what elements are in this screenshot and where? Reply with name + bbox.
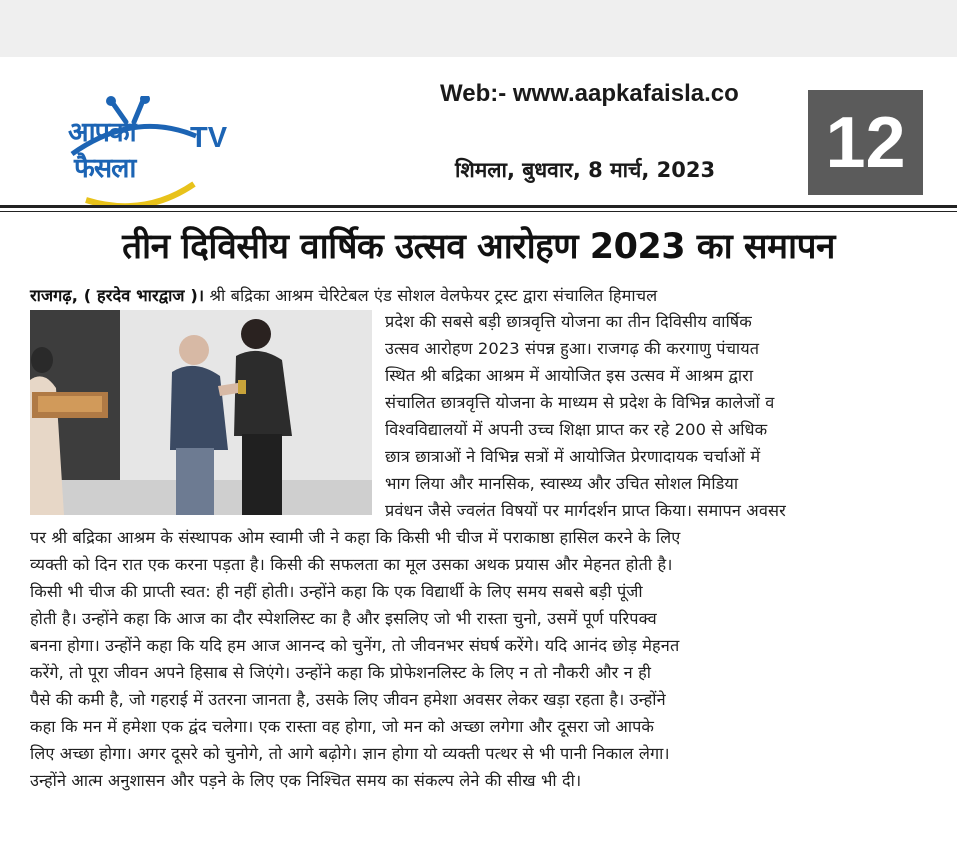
article-line: भाग लिया और मानसिक, स्वास्थ्य और उचित सोशल मिडिया <box>385 474 739 493</box>
article-line: स्थित श्री बद्रिका आश्रम में आयोजित इस उत्सव में आश्रम द्वारा <box>385 366 754 385</box>
logo-line1: आपका <box>68 117 136 148</box>
masthead-rule-thin <box>0 211 957 212</box>
article-line: होती है। उन्होंने कहा कि आज का दौर स्पेशलिस्ट का है और इसलिए जो भी रास्ता चुनो, उसमें पूर्ण परिपक्व <box>30 609 657 628</box>
article-line: लिए अच्छा होगा। अगर दूसरे को चुनोगे, तो आगे बढ़ोगे। ज्ञान होगा यो व्यक्ती पत्थर से भी पानी निकाल लेगा। <box>30 744 670 763</box>
article-line: संचालित छात्रवृत्ति योजना के माध्यम से प्रदेश के विभिन्न कालेजों व <box>385 393 775 412</box>
article-photo <box>30 310 372 515</box>
article-headline: तीन दिविसीय वार्षिक उत्सव आरोहण 2023 का समापन <box>122 227 835 267</box>
masthead-logo <box>62 72 232 197</box>
article-line: विश्वविद्यालयों में अपनी उच्च शिक्षा प्राप्त कर रहे 200 से अधिक <box>385 420 768 439</box>
logo-tv: TV <box>190 122 228 154</box>
article-line: किसी भी चीज की प्राप्ती स्वत: ही नहीं होती। उन्होंने कहा कि एक विद्यार्थी के लिए समय सबसे बड़ी पूंजी <box>30 582 643 601</box>
article-line: उन्होंने आत्म अनुशासन और पड़ने के लिए एक निश्चित समय का संकल्प लेने की सीख भी दी। <box>30 771 582 790</box>
article-line: पर श्री बद्रिका आश्रम के संस्थापक ओम स्वामी जी ने कहा कि किसी भी चीज में पराकाष्ठा हासिल करने के लिए <box>30 528 681 547</box>
page-number: 12 <box>808 90 923 195</box>
article-lead: राजगढ़, ( हरदेव भारद्वाज )। <box>30 286 205 305</box>
logo-line2: फैसला <box>74 153 136 184</box>
dateline: शिमला, बुधवार, 8 मार्च, 2023 <box>455 158 716 182</box>
article-line-lead <box>30 284 657 306</box>
article-line: बनना होगा। उन्होंने कहा कि यदि हम आज आनन्द को चुनेंग, तो जीवनभर संघर्ष करेंगे। यदि आनंद छोड़ मेहनत <box>30 636 680 655</box>
article-line: करेंगे, तो पूरा जीवन अपने हिसाब से जिएंगे। उन्होंने कहा कि प्रोफेशनलिस्ट के लिए न तो नौकरी और न ही <box>30 663 652 682</box>
article-line: कहा कि मन में हमेशा एक द्वंद चलेगा। एक रास्ता वह होगा, जो मन को अच्छा लगेगा और दूसरा जो आपके <box>30 717 655 736</box>
award-ceremony-photo-icon <box>30 310 372 515</box>
article-line: प्रदेश की सबसे बड़ी छात्रवृत्ति योजना का तीन दिविसीय वार्षिक <box>385 312 752 331</box>
article-line: प्रवंधन जैसे ज्वलंत विषयों पर मार्गदर्शन प्राप्त किया। समापन अवसर <box>385 501 786 520</box>
website-url: Web:- www.aapkafaisla.co <box>440 80 739 107</box>
top-strip <box>0 0 957 57</box>
article-line: श्री बद्रिका आश्रम चेरिटेबल एंड सोशल वेलफेयर ट्रस्ट द्वारा संचालित हिमाचल <box>209 286 658 305</box>
article-line: छात्र छात्राओं ने विभिन्न सत्रों में आयोजित प्रेरणादायक चर्चाओं में <box>385 447 761 466</box>
masthead-rule <box>0 205 957 208</box>
article-line: उत्सव आरोहण 2023 संपन्न हुआ। राजगढ़ की करगाणु पंचायत <box>385 339 760 358</box>
article-line: व्यक्ती को दिन रात एक करना पड़ता है। किसी की सफलता का मूल उसका अथक प्रयास और मेहनत होती है। <box>30 555 673 574</box>
article-line: पैसे की कमी है, जो गहराई में उतरना जानता है, उसके लिए जीवन हमेशा अवसर लेकर खड़ा रहता है। उन्होंने <box>30 690 666 709</box>
